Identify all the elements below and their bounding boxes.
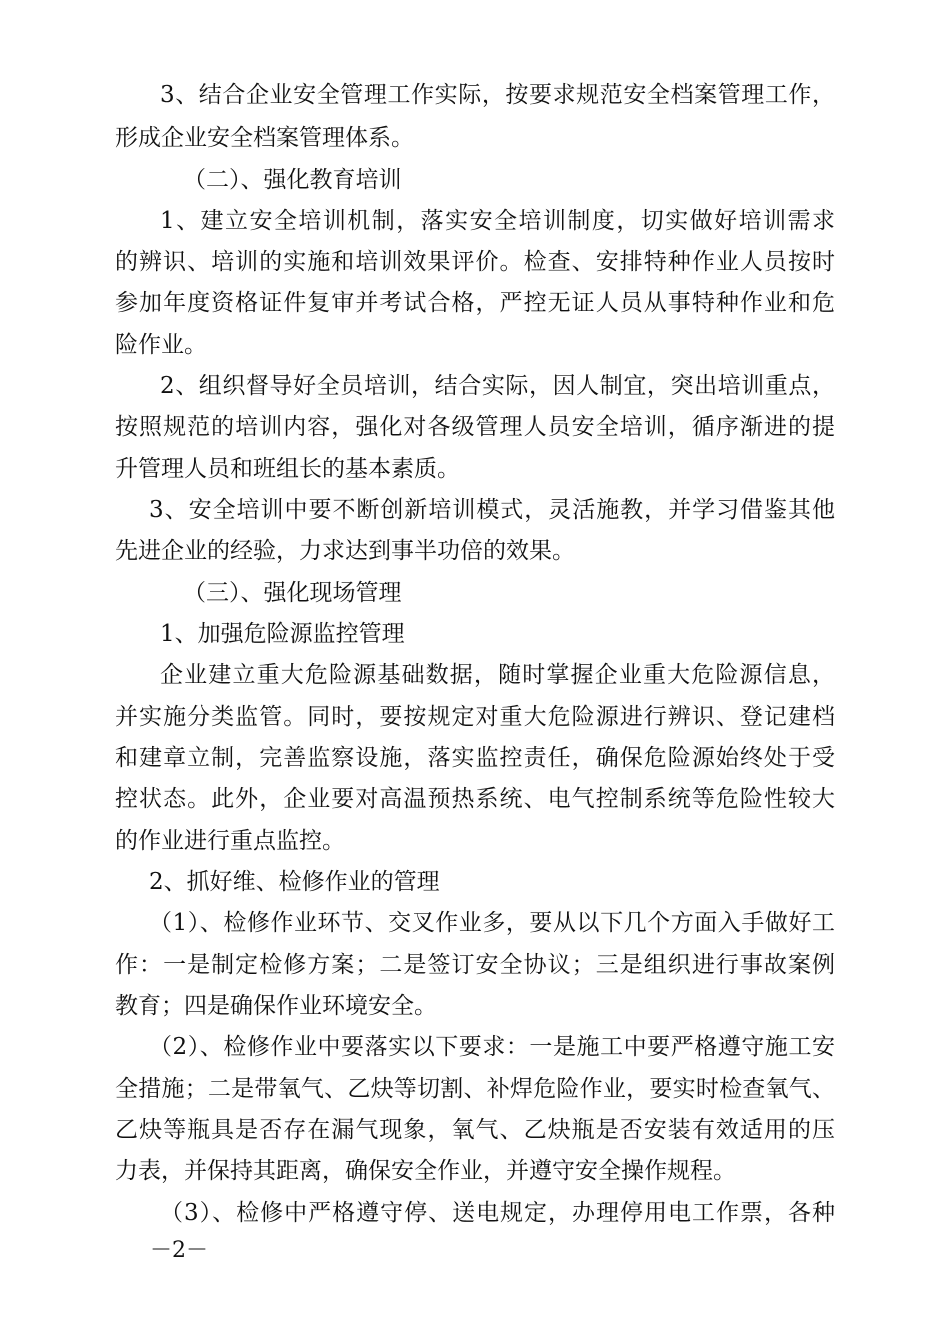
paragraph-line: 2、组织督导好全员培训，结合实际，因人制宜，突出培训重点， xyxy=(160,373,835,399)
paragraph-line: 3、安全培训中要不断创新培训模式，灵活施教，并学习借鉴其他 xyxy=(149,497,835,523)
paragraph-line: 教育；四是确保作业环境安全。 xyxy=(115,993,437,1019)
paragraph-line: 力表，并保持其距离，确保安全作业，并遵守安全操作规程。 xyxy=(115,1158,736,1184)
paragraph-line: 按照规范的培训内容，强化对各级管理人员安全培训，循序渐进的提 xyxy=(115,414,835,440)
page-number: －2－ xyxy=(150,1238,208,1263)
paragraph-line: 控状态。此外，企业要对高温预热系统、电气控制系统等危险性较大 xyxy=(115,786,835,812)
paragraph-line: （3）、检修中严格遵守停、送电规定，办理停用电工作票，各种 xyxy=(160,1200,835,1226)
paragraph-line: 形成企业安全档案管理体系。 xyxy=(115,125,414,151)
paragraph-line: 先进企业的经验，力求达到事半功倍的效果。 xyxy=(115,538,575,564)
paragraph-line: 的作业进行重点监控。 xyxy=(115,828,345,854)
paragraph-line: （1）、检修作业环节、交叉作业多，要从以下几个方面入手做好工 xyxy=(149,910,835,936)
section-heading: （二）、强化教育培训 xyxy=(183,167,402,193)
paragraph-line: 并实施分类监管。同时，要按规定对重大危险源进行辨识、登记建档 xyxy=(115,704,835,730)
paragraph-line: 1、建立安全培训机制，落实安全培训制度，切实做好培训需求 xyxy=(160,208,835,234)
paragraph-line: 的辨识、培训的实施和培训效果评价。检查、安排特种作业人员按时 xyxy=(115,249,835,275)
section-heading: （三）、强化现场管理 xyxy=(183,580,402,606)
paragraph-line: 和建章立制，完善监察设施，落实监控责任，确保危险源始终处于受 xyxy=(115,745,835,771)
paragraph-line: 升管理人员和班组长的基本素质。 xyxy=(115,456,460,482)
paragraph-line: 3、结合企业安全管理工作实际，按要求规范安全档案管理工作， xyxy=(160,82,835,108)
paragraph-line: 作：一是制定检修方案；二是签订安全协议；三是组织进行事故案例 xyxy=(115,952,835,978)
paragraph-line: （2）、检修作业中要落实以下要求：一是施工中要严格遵守施工安 xyxy=(149,1034,835,1060)
paragraph-line: 乙炔等瓶具是否存在漏气现象，氧气、乙炔瓶是否安装有效适用的压 xyxy=(115,1117,835,1143)
subsection-heading: 1、加强危险源监控管理 xyxy=(160,621,405,647)
subsection-heading: 2、抓好维、检修作业的管理 xyxy=(149,869,440,895)
paragraph-line: 参加年度资格证件复审并考试合格，严控无证人员从事特种作业和危 xyxy=(115,290,835,316)
paragraph-line: 企业建立重大危险源基础数据，随时掌握企业重大危险源信息， xyxy=(160,662,835,688)
paragraph-line: 全措施；二是带氧气、乙炔等切割、补焊危险作业，要实时检查氧气、 xyxy=(115,1076,835,1102)
paragraph-line: 险作业。 xyxy=(115,332,207,358)
